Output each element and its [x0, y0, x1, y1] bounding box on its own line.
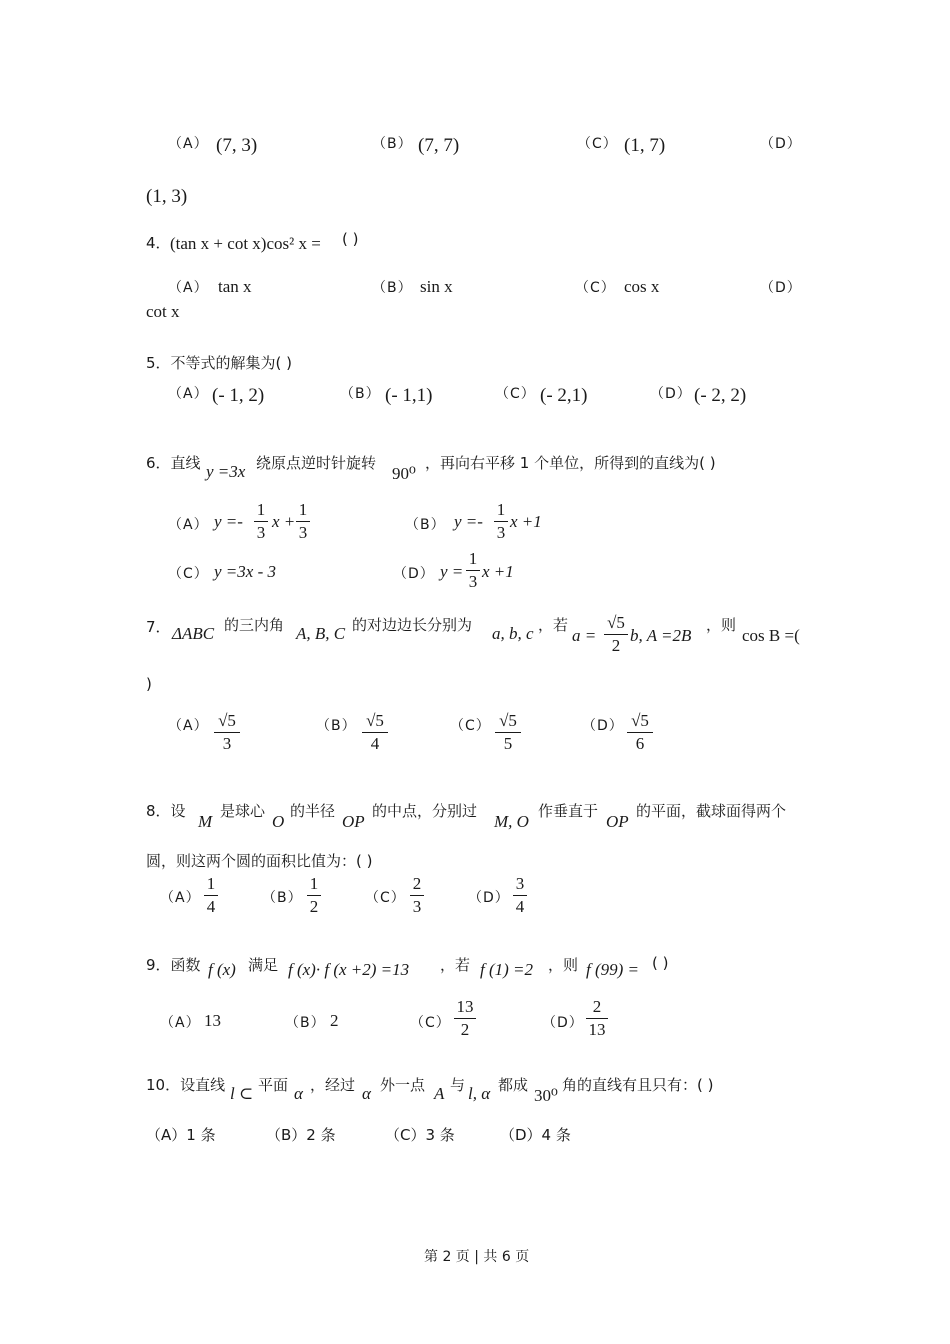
q5-stem: 5．不等式的解集为( ) [146, 354, 293, 372]
q7-option-a-fraction: √5 3 [214, 711, 240, 754]
q3-option-b-label: （B） [372, 136, 413, 152]
q10-option-b: （B）2 条 [266, 1126, 336, 1144]
q6-option-a-prefix: y =- [214, 512, 243, 531]
q6-option-b-fraction: 1 3 [494, 500, 508, 543]
q6-option-a-label: （A） [168, 517, 209, 533]
q9-function: f (x) [208, 960, 236, 979]
q7-option-d-fraction: √5 6 [627, 711, 653, 754]
q4-option-d-value: cot x [146, 302, 180, 321]
q10-line-subset: l ⊂ [230, 1084, 254, 1103]
q8-option-a-label: （A） [160, 890, 201, 906]
q10-plane-alpha-2: α [362, 1084, 371, 1103]
q5-option-a-label: （A） [168, 386, 209, 402]
q10-text-4: 外一点 [380, 1076, 426, 1094]
q4-option-c-label: （C） [575, 280, 616, 296]
q9-text-2: 满足 [248, 956, 279, 974]
q8-text-7: 圆，则这两个圆的面积比值为：( ) [146, 852, 373, 870]
q8-text-3: 的半径 [290, 802, 336, 820]
q10-plane-alpha: α [294, 1084, 303, 1103]
q10-option-a: （A）1 条 [146, 1126, 216, 1144]
q4-option-d-label: （D） [760, 280, 802, 296]
q8-text-6: 的平面，截球面得两个 [636, 802, 787, 820]
q10-angle: 30⁰ [534, 1086, 558, 1105]
q4-option-b-value: sin x [420, 277, 453, 296]
q6-option-a-x-plus: x + [272, 512, 296, 531]
q6-option-b-prefix: y =- [454, 512, 483, 531]
q7-condition-prefix: a = [572, 626, 597, 645]
q10-option-c: （C）3 条 [385, 1126, 455, 1144]
q8-option-c-fraction: 2 3 [410, 874, 424, 917]
q4-number: 4． [146, 234, 171, 252]
q6-rotation-angle: 90⁰ [392, 464, 416, 483]
q8-point-m: M [198, 812, 213, 831]
q3-option-c-value: (1, 7) [624, 135, 666, 156]
q8-center-o: O [272, 812, 285, 831]
q7-text-3: ，若 [538, 616, 569, 634]
q10-text-5: 与 [450, 1076, 466, 1094]
q7-triangle: ΔABC [172, 624, 215, 643]
q6-text-3: ，再向右平移 1 个单位，所得到的直线为( ) [425, 454, 716, 472]
q8-option-d-fraction: 3 4 [513, 874, 527, 917]
page-footer: 第 2 页 | 共 6 页 [424, 1249, 530, 1265]
q6-option-c-value: y =3x - 3 [214, 562, 276, 581]
q8-text-1: 8．设 [146, 802, 186, 820]
q7-text-4: ，则 [706, 616, 737, 634]
q6-option-d-prefix: y = [440, 562, 464, 581]
q9-text-4: ，则 [548, 956, 579, 974]
q9-option-d-fraction: 2 13 [586, 997, 608, 1040]
q9-text-3: ，若 [440, 956, 471, 974]
q4-option-a-value: tan x [218, 277, 252, 296]
q3-option-d-value: (1, 3) [146, 186, 188, 207]
q5-option-b-value: (- 1,1) [385, 385, 433, 406]
q9-option-d-label: （D） [542, 1015, 584, 1031]
q8-option-a-fraction: 1 4 [204, 874, 218, 917]
q4-option-a-label: （A） [168, 280, 209, 296]
q6-option-b-suffix: x +1 [510, 512, 542, 531]
q7-number: 7． [146, 618, 171, 636]
q6-text-1: 6．直线 [146, 454, 201, 472]
q9-option-a-value: 13 [204, 1011, 221, 1030]
q4-option-b-label: （B） [372, 280, 413, 296]
q5-option-a-value: (- 1, 2) [212, 385, 265, 406]
q6-line-equation: y =3x [206, 462, 246, 481]
q5-option-d-label: （D） [650, 386, 692, 402]
q3-option-c-label: （C） [577, 136, 618, 152]
q8-option-c-label: （C） [365, 890, 406, 906]
q6-option-c-label: （C） [168, 566, 209, 582]
q9-option-a-label: （A） [160, 1015, 201, 1031]
q7-option-b-fraction: √5 4 [362, 711, 388, 754]
q7-text-1: 的三内角 [224, 616, 285, 634]
q7-condition-fraction: √5 2 [604, 613, 628, 656]
q9-f1: f (1) =2 [480, 960, 534, 979]
q5-option-d-value: (- 2, 2) [694, 385, 747, 406]
q3-option-a-value: (7, 3) [216, 135, 258, 156]
q4-expression: (tan x + cot x)cos² x = [170, 234, 321, 253]
q10-line-plane: l, α [468, 1084, 491, 1103]
q10-text-3: ，经过 [310, 1076, 356, 1094]
q10-text-2: 平面 [258, 1076, 289, 1094]
q9-text-1: 9．函数 [146, 956, 201, 974]
q6-text-2: 绕原点逆时针旋转 [256, 454, 377, 472]
q8-text-2: 是球心 [220, 802, 266, 820]
q6-option-b-label: （B） [405, 517, 446, 533]
q7-option-c-fraction: √5 5 [495, 711, 521, 754]
q9-f99: f (99) = [586, 960, 640, 979]
q8-points-mo: M, O [494, 812, 529, 831]
q9-option-b-value: 2 [330, 1011, 339, 1030]
q6-option-d-fraction: 1 3 [466, 549, 480, 592]
q5-option-b-label: （B） [340, 386, 381, 402]
q9-option-b-label: （B） [285, 1015, 326, 1031]
q7-option-b-label: （B） [316, 718, 357, 734]
q8-text-5: 作垂直于 [538, 802, 599, 820]
q3-option-d-label: （D） [760, 136, 802, 152]
q6-option-d-label: （D） [393, 566, 435, 582]
q8-option-b-label: （B） [262, 890, 303, 906]
q7-text-2: 的对边边长分别为 [352, 616, 473, 634]
q8-option-b-fraction: 1 2 [307, 874, 321, 917]
q8-radius-op-2: OP [606, 812, 629, 831]
q8-radius-op: OP [342, 812, 365, 831]
q9-equation: f (x)· f (x +2) =13 [288, 960, 410, 979]
q7-option-a-label: （A） [168, 718, 209, 734]
q5-option-c-value: (- 2,1) [540, 385, 588, 406]
q7-angles: A, B, C [296, 624, 346, 643]
q7-question: cos B =( [742, 626, 800, 645]
q4-answer-paren: ( ) [342, 230, 359, 248]
q9-option-c-fraction: 13 2 [454, 997, 476, 1040]
q9-option-c-label: （C） [410, 1015, 451, 1031]
q10-text-6: 都成 [498, 1076, 529, 1094]
q10-text-1: 10．设直线 [146, 1076, 226, 1094]
q10-text-7: 角的直线有且只有：( ) [562, 1076, 714, 1094]
q8-option-d-label: （D） [468, 890, 510, 906]
q4-option-c-value: cos x [624, 277, 660, 296]
q10-option-d: （D）4 条 [500, 1126, 571, 1144]
q3-option-b-value: (7, 7) [418, 135, 460, 156]
q7-close-paren: ) [146, 675, 152, 693]
q6-option-a-fraction-1: 1 3 [254, 500, 268, 543]
q5-option-c-label: （C） [495, 386, 536, 402]
q8-text-4: 的中点，分别过 [372, 802, 478, 820]
q9-answer-paren: ( ) [652, 954, 669, 972]
q7-sides: a, b, c [492, 624, 534, 643]
q7-option-d-label: （D） [582, 718, 624, 734]
q10-point-a: A [434, 1084, 445, 1103]
q6-option-a-fraction-2: 1 3 [296, 500, 310, 543]
q6-option-d-suffix: x +1 [482, 562, 514, 581]
q7-option-c-label: （C） [450, 718, 491, 734]
q3-option-a-label: （A） [168, 136, 209, 152]
q7-condition-suffix: b, A =2B [630, 626, 692, 645]
